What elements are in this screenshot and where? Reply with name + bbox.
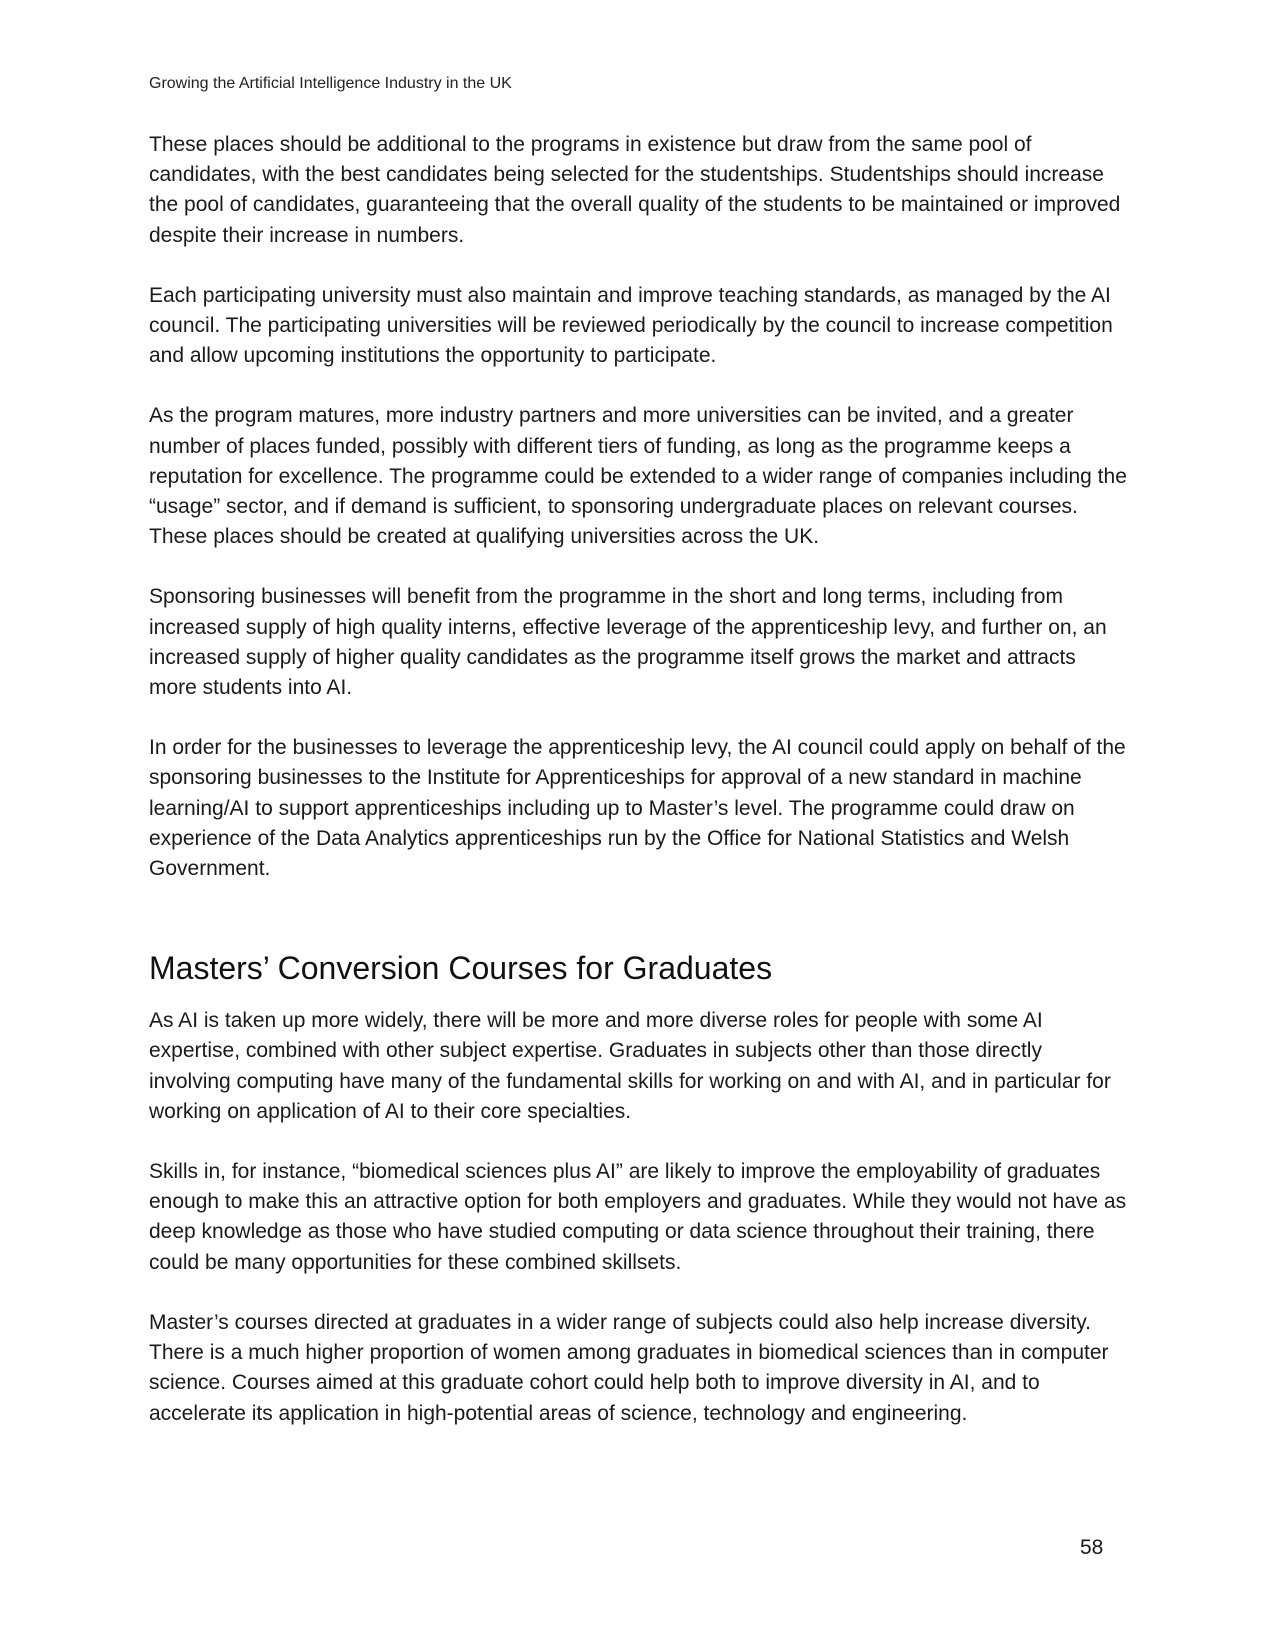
paragraph: As the program matures, more industry partners and more universities can be invited, and a greater number of places funded, possibly with different tiers of funding, as long as the programme keeps a reputation for excellence. The programme could be extended to a wider range of companies including the “usage” sector, and if demand is sufficient, to sponsoring undergraduate places on relevant courses. These places should be created at qualifying universities across the UK.	[149, 404, 1127, 549]
paragraph: Master’s courses directed at graduates in a wider range of subjects could also help increase diversity. There is a much higher proportion of women among graduates in biomedical sciences than in computer science. Courses aimed at this graduate cohort could help both to improve diversity in AI, and to accelerate its application in high-potential areas of science, technology and engineering.	[149, 1310, 1109, 1425]
section-heading: Masters’ Conversion Courses for Graduates	[149, 950, 773, 987]
paragraph: These places should be additional to the programs in existence but draw from the same pool of candidates, with the best candidates being selected for the studentships. Studentships should increase the pool of candidates, guaranteeing that the overall quality of the students to be maintained or improved despite their increase in numbers.	[149, 133, 1121, 247]
body-text	[149, 130, 1129, 1429]
paragraph: Skills in, for instance, “biomedical sciences plus AI” are likely to improve the employability of graduates enough to make this an attractive option for both employers and graduates. While they would not have as deep knowledge as those who have studied computing or data science throughout their training, there could be many opportunities for these combined skillsets.	[149, 1160, 1127, 1274]
paragraph: Sponsoring businesses will benefit from the programme in the short and long terms, including from increased supply of high quality interns, effective leverage of the apprenticeship levy, and further on, an increased supply of higher quality candidates as the programme itself grows the market and attracts more students into AI.	[149, 585, 1107, 700]
paragraph: As AI is taken up more widely, there will be more and more diverse roles for people with some AI expertise, combined with other subject expertise. Graduates in subjects other than those directly involving computing have many of the fundamental skills for working on and with AI, and in particular for working on application of AI to their core specialties.	[149, 1009, 1111, 1123]
paragraph: Each participating university must also maintain and improve teaching standards, as managed by the AI council. The participating universities will be reviewed periodically by the council to increase competition and allow upcoming institutions the opportunity to participate.	[149, 283, 1113, 368]
running-header: Growing the Artificial Intelligence Industry in the UK	[149, 75, 512, 92]
paragraph: In order for the businesses to leverage the apprenticeship levy, the AI council could apply on behalf of the sponsoring businesses to the Institute for Apprenticeships for approval of a new standard in machine learning/AI to support apprenticeships including up to Master’s level. The programme could draw on experience of the Data Analytics apprenticeships run by the Office for National Statistics and Welsh Government.	[149, 736, 1126, 881]
page-number: 58	[1080, 1536, 1104, 1559]
